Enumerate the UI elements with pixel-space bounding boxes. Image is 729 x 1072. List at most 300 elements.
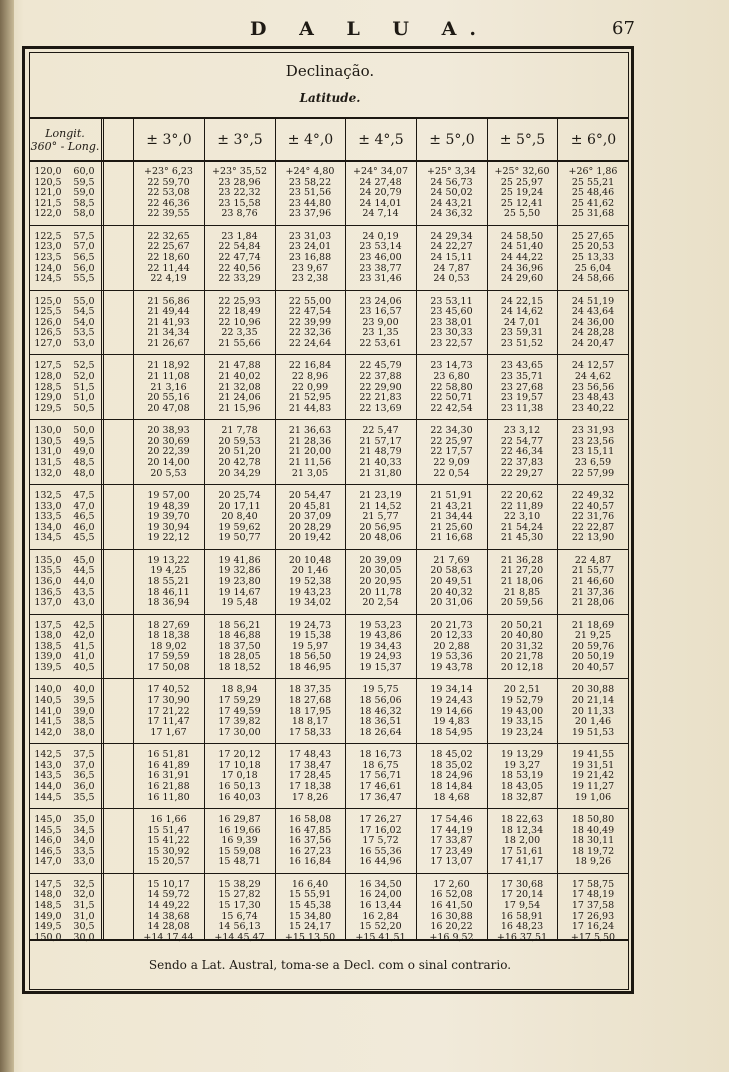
decl-3-5: 21 47,88 xyxy=(218,360,261,372)
longitude-value: 124,5 xyxy=(34,273,62,285)
decl-4-5: 21 31,80 xyxy=(359,467,402,479)
decl-5-0: 24 43,21 xyxy=(430,197,473,209)
decl-6-0: 25 41,62 xyxy=(571,197,615,209)
decl-4-0: 20 45,81 xyxy=(288,500,332,512)
decl-5-0: 19 14,66 xyxy=(430,705,473,717)
decl-5-0: 20 31,06 xyxy=(430,597,473,609)
table-row xyxy=(29,901,629,911)
decl-4-0: 19 34,02 xyxy=(288,597,332,609)
decl-5-0: 21 51,91 xyxy=(430,490,473,501)
page-number: 67 xyxy=(612,18,635,39)
decl-4-5: 18 36,51 xyxy=(359,716,402,728)
decl-5-5: 24 29,60 xyxy=(500,273,544,285)
table-row xyxy=(29,707,629,717)
decl-3-0: 21 26,67 xyxy=(147,337,190,349)
decl-3-0: 19 22,12 xyxy=(147,532,190,544)
decl-4-5: 18 6,75 xyxy=(362,759,399,771)
decl-6-0: 19 41,55 xyxy=(571,749,615,761)
table-row xyxy=(29,426,629,436)
longitude-complement-value: 53,5 xyxy=(73,327,95,339)
decl-3-0: 17 59,59 xyxy=(147,651,190,663)
decl-3-5: 17 10,18 xyxy=(218,759,261,771)
decl-4-0: 15 55,91 xyxy=(288,889,332,901)
decl-3-5: 20 8,40 xyxy=(221,511,258,523)
decl-4-0: +15 13,50 xyxy=(284,931,336,943)
table-row xyxy=(29,393,629,403)
decl-5-5: 21 45,30 xyxy=(500,532,544,544)
longitude-complement-value: 31,5 xyxy=(73,899,95,911)
table-row xyxy=(29,469,629,479)
decl-4-0: 20 1,46 xyxy=(291,565,329,577)
decl-3-5: 17 30,00 xyxy=(218,726,261,738)
longitude-value: 130,5 xyxy=(34,435,62,447)
decl-5-0: 24 0,53 xyxy=(433,273,470,285)
decl-4-0: 23 44,80 xyxy=(288,197,332,209)
decl-5-5: 17 41,17 xyxy=(500,856,544,868)
decl-4-5: 16 55,36 xyxy=(359,845,402,857)
decl-6-0: 25 55,21 xyxy=(571,176,615,188)
decl-6-0: 23 6,59 xyxy=(574,456,612,468)
longitude-complement-value: 47,5 xyxy=(73,490,95,501)
decl-3-5: 21 15,96 xyxy=(218,402,261,414)
decl-3-5: 19 5,48 xyxy=(221,597,258,609)
decl-5-5: 17 20,14 xyxy=(500,889,544,901)
decl-3-0: 22 32,65 xyxy=(147,230,190,242)
longitude-label: Longit. xyxy=(45,127,85,140)
decl-5-5: 23 27,68 xyxy=(500,381,544,393)
decl-5-5: 22 3,10 xyxy=(503,511,541,523)
decl-5-5: 21 8,85 xyxy=(503,586,541,598)
decl-5-5: 24 22,15 xyxy=(500,295,544,307)
decl-3-5: 18 18,52 xyxy=(218,661,261,673)
longitude-value: 126,0 xyxy=(34,316,62,328)
decl-4-0: 23 31,03 xyxy=(288,230,332,242)
decl-3-5: 20 34,29 xyxy=(218,467,261,479)
decl-4-5: 18 16,73 xyxy=(359,749,402,761)
column-header-3-5: ± 3°,5 xyxy=(204,119,275,161)
decl-4-5: 23 9,00 xyxy=(362,316,399,328)
longitude-complement-value: 35,0 xyxy=(73,814,95,825)
decl-3-5: 17 0,18 xyxy=(221,770,258,782)
decl-5-0: 22 58,80 xyxy=(430,381,473,393)
longitude-value: 147,0 xyxy=(34,856,62,868)
longitude-complement-value: 41,0 xyxy=(73,651,95,663)
longitude-complement-value: 44,5 xyxy=(73,565,95,577)
decl-4-0: 22 8,96 xyxy=(291,370,329,382)
longitude-value: 120,5 xyxy=(34,176,62,188)
decl-5-0: 24 56,73 xyxy=(430,176,473,188)
table-row xyxy=(29,209,629,219)
decl-4-5: 20 48,06 xyxy=(359,532,402,544)
decl-4-5: 16 24,00 xyxy=(359,889,402,901)
decl-3-0: 15 20,57 xyxy=(147,856,190,868)
row-group xyxy=(29,550,629,615)
decl-5-0: 22 0,54 xyxy=(433,467,470,479)
decl-3-0: 21 49,44 xyxy=(147,306,190,318)
decl-4-0: 20 10,48 xyxy=(288,554,332,566)
decl-5-5: 16 58,91 xyxy=(500,910,544,922)
decl-4-5: 17 46,61 xyxy=(359,780,402,792)
decl-5-0: 17 2,60 xyxy=(433,878,470,890)
decl-3-5: 21 7,78 xyxy=(221,425,258,437)
decl-5-5: 23 3,12 xyxy=(503,425,541,437)
decl-5-5: 16 48,23 xyxy=(500,921,544,933)
decl-5-5: +25° 32,60 xyxy=(494,166,550,177)
decl-5-5: 23 11,38 xyxy=(500,402,544,414)
decl-5-0: 20 12,33 xyxy=(430,630,473,642)
decl-6-0: 24 28,28 xyxy=(571,327,615,339)
decl-3-0: 18 27,69 xyxy=(147,619,190,631)
decl-6-0: 24 4,62 xyxy=(574,370,612,382)
longitude-value: 148,0 xyxy=(34,889,62,901)
decl-4-5: 23 1,35 xyxy=(362,327,399,339)
decl-4-5: 22 45,79 xyxy=(359,360,402,372)
decl-3-0: 14 59,72 xyxy=(147,889,190,901)
decl-5-0: 19 24,43 xyxy=(430,694,473,706)
longitude-complement-value: 43,0 xyxy=(73,597,95,609)
longitude-complement-label: 360° - Long. xyxy=(30,140,100,153)
decl-5-0: 22 9,09 xyxy=(433,456,470,468)
decl-4-5: 23 53,14 xyxy=(359,241,402,253)
decl-4-0: 17 48,43 xyxy=(288,749,332,761)
longitude-complement-value: 53,0 xyxy=(73,337,95,349)
longitude-value: 143,0 xyxy=(34,759,62,771)
decl-3-5: 22 54,84 xyxy=(218,241,261,253)
decl-4-5: 16 2,84 xyxy=(362,910,399,922)
table-row xyxy=(29,588,629,598)
table-row xyxy=(29,188,629,198)
decl-4-0: 19 24,73 xyxy=(288,619,332,631)
longitude-complement-value: 46,5 xyxy=(73,511,95,523)
decl-3-0: 21 34,34 xyxy=(147,327,190,339)
longitude-value: 133,5 xyxy=(34,511,62,523)
decl-5-0: 22 42,54 xyxy=(430,402,473,414)
decl-5-5: 19 43,00 xyxy=(500,705,544,717)
longitude-complement-value: 31,0 xyxy=(73,910,95,922)
decl-3-0: 17 11,47 xyxy=(147,716,190,728)
decl-3-5: 15 27,82 xyxy=(218,889,261,901)
decl-5-5: 25 25,97 xyxy=(500,176,544,188)
decl-3-0: 14 28,08 xyxy=(147,921,190,933)
longitude-value: 126,5 xyxy=(34,327,62,339)
row-group xyxy=(29,355,629,420)
column-header-4-0: ± 4°,0 xyxy=(275,119,345,161)
decl-3-0: 22 11,44 xyxy=(147,262,190,274)
longitude-value: 127,5 xyxy=(34,360,62,372)
decl-5-5: 22 54,77 xyxy=(500,435,544,447)
row-group xyxy=(29,874,629,943)
decl-5-5: 24 51,40 xyxy=(500,241,544,253)
longitude-complement-value: 35,5 xyxy=(73,791,95,803)
decl-5-0: 18 24,96 xyxy=(430,770,473,782)
decl-4-5: 22 37,88 xyxy=(359,370,402,382)
decl-6-0: 25 6,04 xyxy=(574,262,612,274)
longitude-value: 137,0 xyxy=(34,597,62,609)
longitude-complement-value: 43,5 xyxy=(73,586,95,598)
footer-rule xyxy=(29,939,629,941)
decl-6-0: 19 1,06 xyxy=(574,791,612,803)
decl-5-0: 21 43,21 xyxy=(430,500,473,512)
table-row xyxy=(29,232,629,242)
table-row xyxy=(29,836,629,846)
decl-6-0: 21 28,06 xyxy=(571,597,615,609)
longitude-value: 134,0 xyxy=(34,521,62,533)
decl-4-0: 17 8,26 xyxy=(291,791,329,803)
longitude-complement-value: 59,5 xyxy=(73,176,95,188)
longitude-value: 129,5 xyxy=(34,402,62,414)
table-row xyxy=(29,880,629,890)
longitude-value: 120,0 xyxy=(34,166,62,177)
decl-4-0: 16 37,56 xyxy=(288,835,332,847)
decl-6-0: 19 21,42 xyxy=(571,770,615,782)
row-group xyxy=(29,291,629,356)
longitude-value: 121,5 xyxy=(34,197,62,209)
decl-3-0: 15 51,47 xyxy=(147,824,190,836)
decl-5-5: 22 11,89 xyxy=(500,500,544,512)
decl-5-0: 22 17,57 xyxy=(430,446,473,458)
longitude-value: 140,5 xyxy=(34,694,62,706)
decl-5-5: 19 13,29 xyxy=(500,749,544,761)
decl-4-5: 21 5,77 xyxy=(362,511,399,523)
decl-3-5: 19 32,86 xyxy=(218,565,261,577)
longitude-value: 149,5 xyxy=(34,921,62,933)
decl-3-5: 20 59,53 xyxy=(218,435,261,447)
decl-5-5: 24 7,01 xyxy=(503,316,541,328)
decl-6-0: 17 26,93 xyxy=(571,910,615,922)
decl-5-0: 21 25,60 xyxy=(430,521,473,533)
decl-3-0: 21 11,08 xyxy=(147,370,190,382)
longitude-complement-value: 39,5 xyxy=(73,694,95,706)
decl-3-5: 19 41,86 xyxy=(218,554,261,566)
table-row xyxy=(29,361,629,371)
decl-3-0: 18 46,11 xyxy=(147,586,190,598)
decl-3-0: 20 47,08 xyxy=(147,402,190,414)
decl-3-5: 20 25,74 xyxy=(218,490,261,501)
column-header-4-5: ± 4°,5 xyxy=(345,119,416,161)
table-row xyxy=(29,782,629,792)
decl-3-0: 19 57,00 xyxy=(147,490,190,501)
table-row xyxy=(29,328,629,338)
longitude-complement-value: 46,0 xyxy=(73,521,95,533)
longitude-complement-value: 37,5 xyxy=(73,749,95,761)
decl-3-5: 16 29,87 xyxy=(218,814,261,825)
decl-5-0: 19 43,78 xyxy=(430,661,473,673)
decl-4-5: 21 48,79 xyxy=(359,446,402,458)
decl-6-0: 22 13,90 xyxy=(571,532,615,544)
longitude-complement-value: 40,5 xyxy=(73,661,95,673)
decl-3-0: 22 18,60 xyxy=(147,251,190,263)
decl-6-0: 24 20,47 xyxy=(571,337,615,349)
longitude-value: 150,0 xyxy=(34,931,62,943)
decl-4-5: 20 11,78 xyxy=(359,586,402,598)
decl-4-5: 22 21,83 xyxy=(359,392,402,404)
decl-5-0: 21 34,44 xyxy=(430,511,473,523)
longitude-value: 133,0 xyxy=(34,500,62,512)
footer-note: Sendo a Lat. Austral, toma-se a Decl. com o sinal contrario. xyxy=(148,958,512,972)
decl-4-5: 17 36,47 xyxy=(359,791,402,803)
decl-4-5: 21 57,17 xyxy=(359,435,402,447)
column-header-3-0: ± 3°,0 xyxy=(133,119,204,161)
decl-5-5: 18 53,19 xyxy=(500,770,544,782)
decl-5-5: 18 2,00 xyxy=(503,835,541,847)
decl-5-5: 24 14,62 xyxy=(500,306,544,318)
decl-3-5: 23 15,58 xyxy=(218,197,261,209)
decl-3-0: 18 18,38 xyxy=(147,630,190,642)
decl-4-5: 19 24,93 xyxy=(359,651,402,663)
decl-5-5: 20 2,51 xyxy=(503,684,541,696)
decl-5-0: 17 44,19 xyxy=(430,824,473,836)
decl-3-0: 22 4,19 xyxy=(150,273,187,285)
table-row xyxy=(29,178,629,188)
decl-3-0: 22 25,67 xyxy=(147,241,190,253)
decl-4-0: 15 45,38 xyxy=(288,899,332,911)
decl-3-5: 15 48,71 xyxy=(218,856,261,868)
longitude-value: 131,5 xyxy=(34,456,62,468)
decl-4-0: 21 52,95 xyxy=(288,392,332,404)
decl-5-5: 25 19,24 xyxy=(500,187,544,199)
decl-4-0: 22 0,99 xyxy=(291,381,329,393)
longitude-value: 121,0 xyxy=(34,187,62,199)
longitude-value: 144,0 xyxy=(34,780,62,792)
longitude-complement-value: 59,0 xyxy=(73,187,95,199)
table-row xyxy=(29,253,629,263)
longitude-value: 136,5 xyxy=(34,586,62,598)
decl-5-0: 22 25,97 xyxy=(430,435,473,447)
decl-4-0: 22 47,54 xyxy=(288,306,332,318)
decl-4-5: 22 5,47 xyxy=(362,425,399,437)
decl-5-0: 18 4,68 xyxy=(433,791,470,803)
decl-3-0: 17 1,67 xyxy=(150,726,187,738)
column-header-6-0: ± 6°,0 xyxy=(557,119,629,161)
decl-5-0: 24 22,27 xyxy=(430,241,473,253)
decl-6-0: 25 27,65 xyxy=(571,230,615,242)
decl-4-5: 16 34,50 xyxy=(359,878,402,890)
decl-6-0: 23 31,93 xyxy=(571,425,615,437)
decl-4-0: 21 36,63 xyxy=(288,425,332,437)
decl-6-0: 25 31,68 xyxy=(571,208,615,220)
longitude-complement-value: 30,5 xyxy=(73,921,95,933)
decl-4-0: 17 18,38 xyxy=(288,780,332,792)
decl-5-0: 18 35,02 xyxy=(430,759,473,771)
table-row xyxy=(29,404,629,414)
decl-3-0: 17 21,22 xyxy=(147,705,190,717)
table-row xyxy=(29,847,629,857)
decl-6-0: 24 58,66 xyxy=(571,273,615,285)
table-row xyxy=(29,458,629,468)
decl-3-0: 18 55,21 xyxy=(147,575,190,587)
decl-3-5: 18 28,05 xyxy=(218,651,261,663)
longitude-value: 145,0 xyxy=(34,814,62,825)
decl-6-0: 22 40,57 xyxy=(571,500,615,512)
decl-3-0: 14 38,68 xyxy=(147,910,190,922)
longitude-value: 131,0 xyxy=(34,446,62,458)
decl-6-0: 20 50,19 xyxy=(571,651,615,663)
decl-5-0: 19 53,36 xyxy=(430,651,473,663)
decl-5-5: 17 30,68 xyxy=(500,878,544,890)
decl-3-5: 16 40,03 xyxy=(218,791,261,803)
decl-4-5: 23 24,06 xyxy=(359,295,402,307)
table-row xyxy=(29,533,629,543)
decl-3-0: 16 11,80 xyxy=(147,791,190,803)
table-row xyxy=(29,318,629,328)
decl-3-5: 21 32,08 xyxy=(218,381,261,393)
decl-3-5: 20 51,20 xyxy=(218,446,261,458)
decl-6-0: 25 48,46 xyxy=(571,187,615,199)
decl-4-0: 20 19,42 xyxy=(288,532,332,544)
decl-4-0: 19 43,23 xyxy=(288,586,332,598)
longitude-complement-value: 32,5 xyxy=(73,878,95,890)
decl-5-0: 23 14,73 xyxy=(430,360,473,372)
decl-6-0: 22 4,87 xyxy=(574,554,612,566)
longitude-complement-value: 54,5 xyxy=(73,306,95,318)
table-row xyxy=(29,761,629,771)
book-binding-edge xyxy=(0,0,14,1072)
decl-3-0: 18 36,94 xyxy=(147,597,190,609)
decl-4-0: 22 16,84 xyxy=(288,360,332,372)
decl-4-0: 21 3,05 xyxy=(291,467,329,479)
decl-6-0: 17 37,58 xyxy=(571,899,615,911)
table-row xyxy=(29,728,629,738)
longitude-value: 123,0 xyxy=(34,241,62,253)
decl-4-5: +15 41,51 xyxy=(355,931,406,943)
decl-3-5: 22 3,35 xyxy=(221,327,258,339)
longitude-complement-value: 41,5 xyxy=(73,640,95,652)
decl-3-5: 18 46,88 xyxy=(218,630,261,642)
table-row xyxy=(29,339,629,349)
decl-6-0: 23 48,43 xyxy=(571,392,615,404)
decl-5-5: 23 35,71 xyxy=(500,370,544,382)
table-row xyxy=(29,447,629,457)
decl-5-0: 16 52,08 xyxy=(430,889,473,901)
longitude-complement-value: 52,5 xyxy=(73,360,95,372)
longitude-complement-value: 56,5 xyxy=(73,251,95,263)
decl-5-5: 21 36,28 xyxy=(500,554,544,566)
decl-4-5: 20 39,09 xyxy=(359,554,402,566)
decl-6-0: 21 55,77 xyxy=(571,565,615,577)
decl-3-5: 15 38,29 xyxy=(218,878,261,890)
decl-4-5: 24 20,79 xyxy=(359,187,402,199)
decl-5-0: 20 21,73 xyxy=(430,619,473,631)
longitude-value: 128,5 xyxy=(34,381,62,393)
decl-5-0: 24 7,87 xyxy=(433,262,470,274)
longitude-complement-value: 38,5 xyxy=(73,716,95,728)
decl-3-5: 22 25,93 xyxy=(218,295,261,307)
row-group xyxy=(29,485,629,550)
decl-4-5: 23 31,46 xyxy=(359,273,402,285)
decl-3-5: 23 8,76 xyxy=(221,208,258,220)
decl-3-5: 17 59,29 xyxy=(218,694,261,706)
decl-5-5: 19 52,79 xyxy=(500,694,544,706)
decl-5-0: 24 50,02 xyxy=(430,187,473,199)
decl-3-0: 19 48,39 xyxy=(147,500,190,512)
longitude-value: 132,5 xyxy=(34,490,62,501)
decl-3-5: 18 56,21 xyxy=(218,619,261,631)
decl-4-5: 21 14,52 xyxy=(359,500,402,512)
decl-3-5: 17 49,59 xyxy=(218,705,261,717)
decl-5-5: 23 51,52 xyxy=(500,337,544,349)
decl-6-0: 25 13,33 xyxy=(571,251,615,263)
decl-3-5: 15 17,30 xyxy=(218,899,261,911)
longitude-value: 142,0 xyxy=(34,726,62,738)
decl-3-0: +14 17,44 xyxy=(143,931,194,943)
decl-4-5: 18 46,32 xyxy=(359,705,402,717)
table-row xyxy=(29,598,629,608)
decl-5-5: 18 12,34 xyxy=(500,824,544,836)
longitude-value: 138,0 xyxy=(34,630,62,642)
table-row xyxy=(29,933,629,943)
longitude-complement-value: 38,0 xyxy=(73,726,95,738)
decl-4-0: 23 9,67 xyxy=(291,262,329,274)
